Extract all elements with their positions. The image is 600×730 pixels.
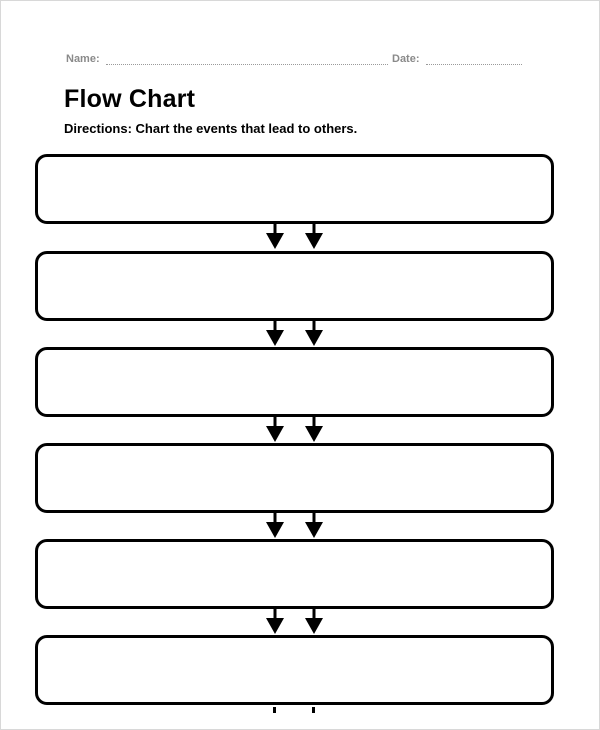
directions-text: Directions: Chart the events that lead to others.	[64, 121, 358, 136]
name-field-line[interactable]	[106, 64, 388, 65]
down-arrow-icon	[265, 513, 285, 539]
down-arrow-icon	[304, 321, 324, 347]
flow-box-5[interactable]	[35, 539, 554, 609]
flow-box-4[interactable]	[35, 443, 554, 513]
flow-box-3[interactable]	[35, 347, 554, 417]
down-arrow-icon	[304, 609, 324, 635]
flow-box-1[interactable]	[35, 154, 554, 224]
down-arrow-icon	[304, 513, 324, 539]
down-arrow-icon	[265, 224, 285, 250]
arrow-stub-left	[273, 707, 276, 713]
down-arrow-icon	[265, 417, 285, 443]
down-arrow-icon	[304, 224, 324, 250]
page-title: Flow Chart	[64, 85, 196, 113]
date-field-line[interactable]	[426, 64, 522, 65]
down-arrow-icon	[265, 321, 285, 347]
flow-box-6[interactable]	[35, 635, 554, 705]
down-arrow-icon	[304, 417, 324, 443]
down-arrow-icon	[265, 609, 285, 635]
arrow-stub-right	[312, 707, 315, 713]
date-label: Date:	[392, 53, 420, 65]
flow-box-2[interactable]	[35, 251, 554, 321]
name-label: Name:	[66, 53, 100, 65]
